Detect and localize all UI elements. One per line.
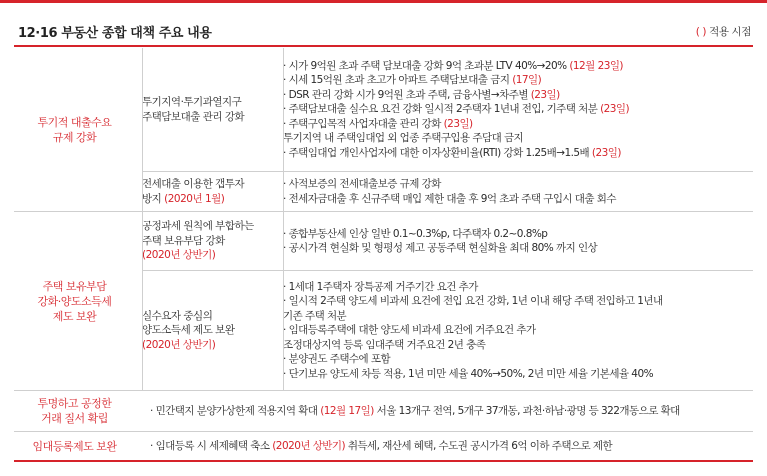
list-item: · 공시가격 현실화 및 형평성 제고 공동주택 현실화율 최대 80% 까지 인상 — [283, 242, 598, 254]
subcategory-line: 방지 (2020년 1월) — [142, 192, 225, 205]
subcategory-mortgage-management — [142, 48, 275, 171]
list-item: · 시가 9억원 초과 주택 담보대출 강화 9억 초과분 LTV 40%→20% (12월 23일) — [283, 59, 623, 72]
item-list-holding-burden — [283, 212, 747, 270]
list-item: · DSR 관리 강화 시가 9억원 초과 주택, 금융사별→차주별 (23일) — [283, 88, 560, 101]
row-divider — [142, 270, 753, 271]
legend-paren: ( ) — [695, 26, 707, 38]
list-item: · 분양권도 주택수에 포함 — [283, 353, 391, 366]
subcategory-holding-burden — [142, 212, 275, 270]
list-item: · 일시적 2주택 양도세 비과세 요건에 전입 요건 강화, 1년 이내 해당 주택 전입하고 1년내 — [283, 295, 663, 308]
subcategory-transfer-tax — [142, 271, 275, 390]
table-bottom-rule — [14, 460, 753, 462]
subcategory-date: (2020년 상반기) — [142, 249, 216, 262]
row-divider — [14, 431, 753, 432]
item-list-mortgage — [283, 48, 747, 171]
subcategory-line: 양도소득세 제도 보완 — [142, 324, 235, 337]
list-item: · 종합부동산세 인상 일반 0.1~0.3%p, 다주택자 0.2~0.8%p — [283, 227, 548, 240]
row-divider — [14, 390, 753, 391]
subcategory-line: 주택 보유부담 강화 — [142, 234, 225, 247]
list-item: · 임대등록주택에 대한 양도세 비과세 요건에 거주요건 추가 — [283, 324, 536, 337]
list-item: · 단기보유 양도세 차등 적용, 1년 미만 세율 40%→50%, 2년 미만 세율 기본세율 40% — [283, 367, 653, 380]
page-title: 12·16 부동산 종합 대책 주요 내용 — [18, 26, 212, 41]
list-item: · 주택담보대출 실수요 요건 강화 일시적 2주택자 1년내 전입, 기주택 처분 (23일) — [283, 103, 630, 116]
row-divider — [14, 211, 753, 212]
full-row-rental-tax: · 임대등록 시 세제혜택 축소 (2020년 상반기) 취득세, 재산세 혜택, 수도권 공시가격 6억 이하 주택으로 제한 — [150, 439, 613, 452]
list-item: · 주택구입목적 사업자대출 관리 강화 (23일) — [283, 117, 473, 130]
item-list-transfer-tax — [283, 271, 747, 390]
subcategory-line: 공정과세 원칙에 부합하는 — [142, 220, 254, 233]
list-item: 조정대상지역 등록 임대주택 거주요건 2년 충족 — [283, 338, 486, 351]
list-item: · 전세자금대출 후 신규주택 매입 제한 대출 후 9억 초과 주택 구입시 대출 회수 — [283, 192, 616, 205]
list-item: · 주택임대업 개인사업자에 대한 이자상환비율(RTI) 강화 1.25배→1.5배 (23일) — [283, 146, 621, 159]
column-divider — [142, 48, 143, 390]
subcategory-gap-investment — [142, 172, 275, 211]
legend-label: 적용 시점 — [709, 26, 751, 38]
subcategory-line: 실수요자 중심의 — [142, 309, 213, 322]
list-item: · 사적보증의 전세대출보증 규제 강화 — [283, 178, 441, 190]
list-item: 투기지역 내 주택임대업 외 업종 주택구입용 주담대 금지 — [283, 132, 524, 145]
subcategory-date: (2020년 1월) — [164, 192, 225, 205]
full-row-price-cap: · 민간택지 분양가상한제 적용지역 확대 (12월 17일) 서울 13개구 전역, 5개구 37개동, 과천·하남·광명 등 322개동으로 확대 — [150, 404, 680, 417]
category-ownership-tax: 주택 보유부담 강화·양도소득세 제도 보완 — [37, 279, 112, 323]
category-rental-registration: 임대등록제도 보완 — [32, 439, 117, 453]
table-top-rule — [14, 45, 753, 47]
list-item: · 시세 15억원 초과 초고가 아파트 주택담보대출 금지 (17일) — [283, 74, 542, 87]
category-loan-regulation: 투기적 대출수요 규제 강화 — [37, 115, 112, 144]
list-item: · 1세대 1주택자 장특공제 거주기간 요건 추가 — [283, 280, 478, 293]
row-divider — [142, 171, 753, 172]
list-item: 기존 주택 처분 — [283, 309, 347, 322]
subcategory-date: (2020년 상반기) — [142, 338, 216, 351]
subcategory-line: 주택담보대출 관리 강화 — [142, 110, 245, 123]
top-accent-bar — [0, 0, 767, 3]
column-divider — [283, 48, 284, 390]
category-fair-trade: 투명하고 공정한 거래 질서 확립 — [37, 397, 112, 425]
subcategory-line: 전세대출 이용한 갭투자 — [142, 178, 245, 190]
subcategory-line: 투기지역·투기과열지구 — [142, 96, 242, 108]
item-list-gap-investment — [283, 172, 747, 211]
legend — [696, 24, 751, 39]
